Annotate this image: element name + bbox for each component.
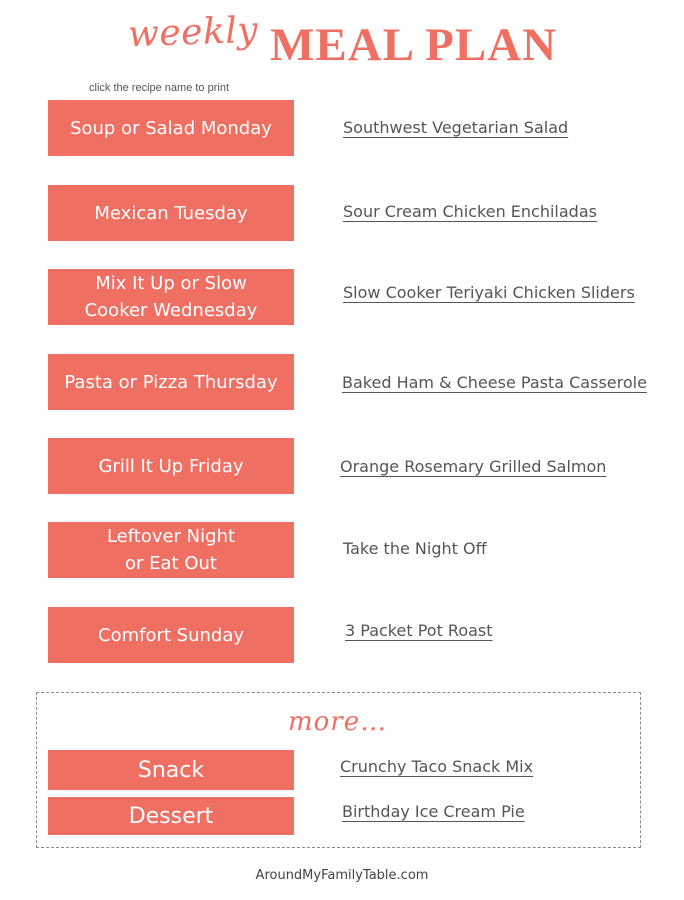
day-label-monday: Soup or Salad Monday [48, 100, 294, 156]
recipe-link-monday[interactable]: Southwest Vegetarian Salad [343, 118, 569, 137]
day-label-thursday: Pasta or Pizza Thursday [48, 354, 294, 410]
day-label-saturday: Leftover Night or Eat Out [48, 522, 294, 578]
day-label-wednesday: Mix It Up or Slow Cooker Wednesday [48, 269, 294, 325]
header [0, 0, 684, 100]
recipe-link-wednesday[interactable]: Slow Cooker Teriyaki Chicken Sliders [343, 283, 635, 302]
subtitle: click the recipe name to print [89, 82, 230, 94]
recipe-link-sunday[interactable]: 3 Packet Pot Roast [345, 621, 493, 640]
day-label-tuesday: Mexican Tuesday [48, 185, 294, 241]
recipe-link-thursday[interactable]: Baked Ham & Cheese Pasta Casserole [342, 373, 647, 392]
recipe-link-dessert[interactable]: Birthday Ice Cream Pie [342, 802, 525, 821]
extra-label-dessert: Dessert [48, 797, 294, 835]
extra-label-snack: Snack [48, 750, 294, 790]
day-label-sunday: Comfort Sunday [48, 607, 294, 663]
recipe-link-tuesday[interactable]: Sour Cream Chicken Enchiladas [343, 202, 597, 221]
title-script: weekly [127, 9, 259, 56]
page-title: MEAL PLAN [270, 19, 558, 71]
recipe-link-friday[interactable]: Orange Rosemary Grilled Salmon [340, 457, 607, 476]
recipe-text-saturday: Take the Night Off [343, 539, 487, 558]
footer-site-name: AroundMyFamilyTable.com [255, 868, 429, 883]
more-title: more… [288, 707, 388, 737]
recipe-link-snack[interactable]: Crunchy Taco Snack Mix [340, 757, 534, 776]
day-label-friday: Grill It Up Friday [48, 438, 294, 494]
